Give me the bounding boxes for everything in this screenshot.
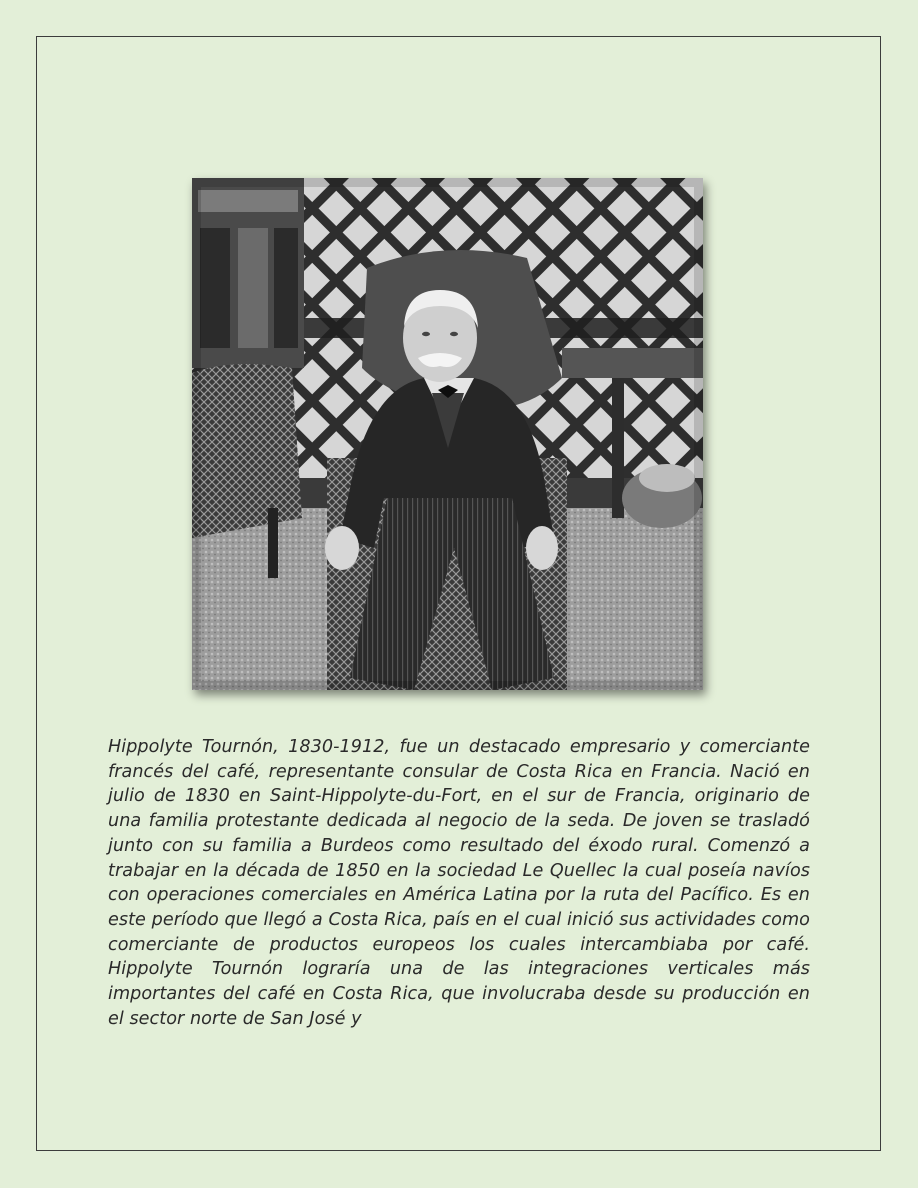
photo-caption: Hippolyte Tournón, 1830-1912, fue un destacado empresario y comerciante francés del café, representante consular de Costa Rica en Francia. Nació en julio de 1830 en Saint-Hippolyte-du-Fort, en el sur de Francia, originario de una familia protestante dedicada al negocio de la seda. De joven se trasladó junto con su familia a Burdeos como resultado del éxodo rural. Comenzó a trabajar en la década de 1850 en la sociedad Le Quellec la cual poseía navíos con operaciones comerciales en América Latina por la ruta del Pacífico. Es en este período que llegó a Costa Rica, país en el cual inició sus actividades como comerciante de productos europeos los cuales intercambiaba por café. Hippolyte Tournón lograría una de las integraciones verticales más importantes del café en Costa Rica, que involucraba desde su producción en el sector norte de San José y bbox=[108, 737, 810, 1029]
portrait-illustration bbox=[192, 178, 703, 690]
portrait-photo bbox=[192, 178, 703, 690]
